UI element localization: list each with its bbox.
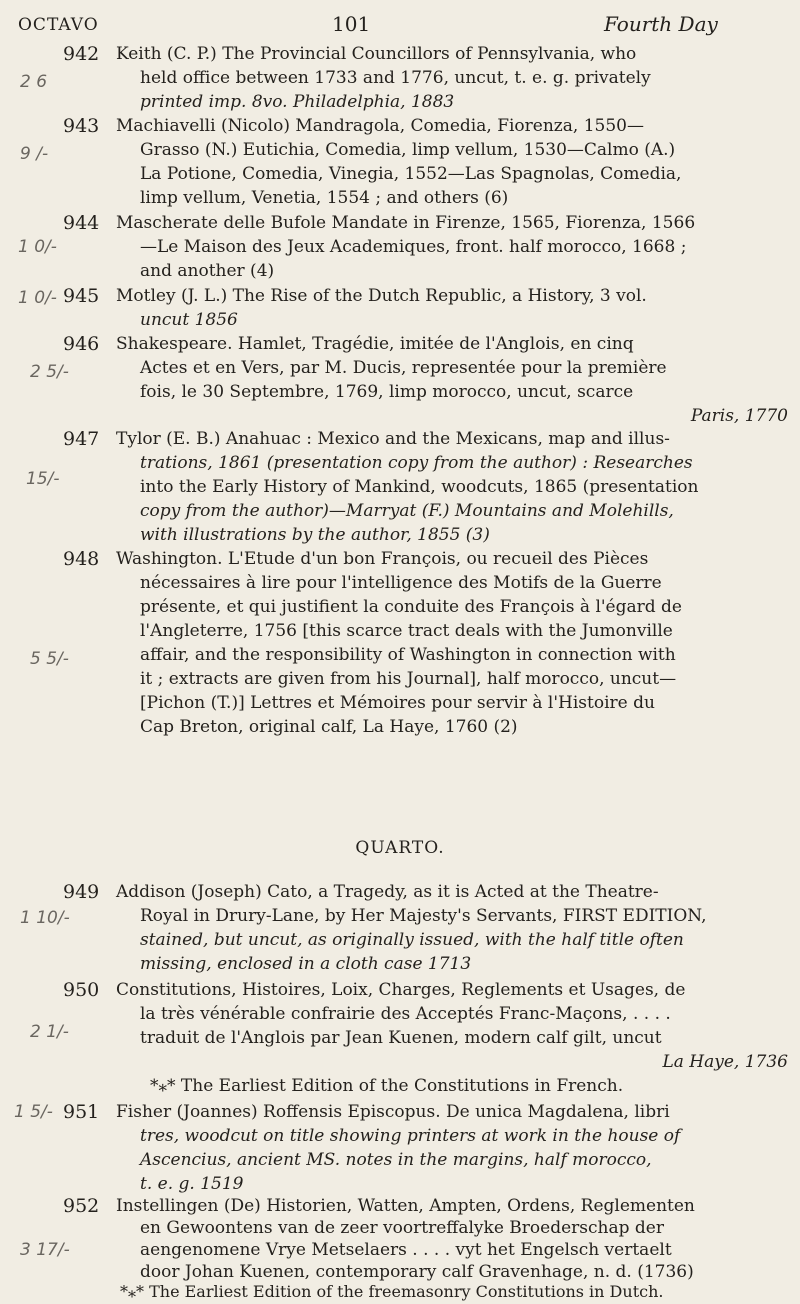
handwritten-price: 2 5/- [30, 362, 69, 382]
entry-note: *⁎* The Earliest Edition of the freemasonry Constitutions in Dutch. [120, 1282, 664, 1301]
entry-line: door Johan Kuenen, contemporary calf Gravenhage, n. d. (1736) [140, 1262, 694, 1282]
entry-line: it ; extracts are given from his Journal], half morocco, uncut— [140, 669, 677, 689]
entry-line: Cap Breton, original calf, La Haye, 1760 (2) [140, 717, 518, 737]
entry-line: La Haye, 1736 [662, 1052, 788, 1072]
entry-line: limp vellum, Venetia, 1554 ; and others (6) [140, 188, 509, 208]
lot-number: 951 [63, 1101, 100, 1123]
entry-line: and another (4) [140, 261, 275, 281]
entry-line: en Gewoontens van de zeer voortreffalyke Broederschap der [140, 1218, 664, 1238]
handwritten-price: 9 /- [20, 144, 49, 164]
entry-line: [Pichon (T.)] Lettres et Mémoires pour servir à l'Histoire du [140, 693, 655, 713]
lot-number: 949 [63, 881, 100, 903]
entry-line: Mascherate delle Bufole Mandate in Firenze, 1565, Fiorenza, 1566 [116, 213, 696, 233]
entry-line: —Le Maison des Jeux Academiques, front. half morocco, 1668 ; [140, 237, 687, 257]
lot-number: 950 [63, 979, 100, 1001]
handwritten-price: 1 0/- [18, 288, 57, 308]
entry-line: trations, 1861 (presentation copy from the author) : Researches [140, 453, 693, 473]
header-format: OCTAVO [18, 15, 99, 35]
entry-line: Royal in Drury-Lane, by Her Majesty's Servants, FIRST EDITION, [140, 906, 707, 926]
page-number: 101 [332, 12, 371, 36]
handwritten-price: 1 0/- [18, 237, 57, 257]
lot-number: 946 [63, 333, 100, 355]
entry-line: fois, le 30 Septembre, 1769, limp morocco, uncut, scarce [140, 382, 634, 402]
entry-line: Constitutions, Histoires, Loix, Charges, Reglements et Usages, de [116, 980, 686, 1000]
entry-line: Machiavelli (Nicolo) Mandragola, Comedia, Fiorenza, 1550— [116, 116, 644, 136]
handwritten-price: 1 5/- [14, 1102, 53, 1122]
entry-line: into the Early History of Mankind, woodcuts, 1865 (presentation [140, 477, 699, 497]
entry-line: Actes et en Vers, par M. Ducis, representée pour la première [140, 358, 667, 378]
entry-line: traduit de l'Anglois par Jean Kuenen, modern calf gilt, uncut [140, 1028, 662, 1048]
entry-line: aengenomene Vrye Metselaers . . . . vyt het Engelsch vertaelt [140, 1240, 672, 1260]
entry-line: uncut 1856 [140, 310, 238, 330]
entry-line: t. e. g. 1519 [140, 1174, 244, 1194]
entry-line: Instellingen (De) Historien, Watten, Ampten, Ordens, Reglementen [116, 1196, 695, 1216]
handwritten-price: 2 1/- [30, 1022, 69, 1042]
handwritten-price: 5 5/- [30, 649, 69, 669]
section-title: QUARTO. [355, 838, 445, 858]
entry-line: printed imp. 8vo. Philadelphia, 1883 [140, 92, 455, 112]
entry-line: missing, enclosed in a cloth case 1713 [140, 954, 472, 974]
entry-note: *⁎* The Earliest Edition of the Constitutions in French. [150, 1076, 624, 1096]
entry-line: with illustrations by the author, 1855 (3) [140, 525, 490, 545]
entry-line: held office between 1733 and 1776, uncut, t. e. g. privately [140, 68, 651, 88]
entry-line: stained, but uncut, as originally issued, with the half title often [140, 930, 684, 950]
entry-line: Motley (J. L.) The Rise of the Dutch Republic, a History, 3 vol. [116, 286, 647, 306]
page-header [0, 12, 800, 40]
handwritten-price: 2 6 [20, 72, 48, 92]
entry-line: tres, woodcut on title showing printers at work in the house of [140, 1126, 681, 1146]
lot-number: 947 [63, 428, 100, 450]
entry-line: Washington. L'Etude d'un bon François, ou recueil des Pièces [116, 549, 649, 569]
entry-line: affair, and the responsibility of Washington in connection with [140, 645, 676, 665]
entry-line: Keith (C. P.) The Provincial Councillors of Pennsylvania, who [116, 44, 637, 64]
lot-number: 948 [63, 548, 100, 570]
entry-line: Tylor (E. B.) Anahuac : Mexico and the Mexicans, map and illus- [116, 429, 670, 449]
entry-line: présente, et qui justifient la conduite des François à l'égard de [140, 597, 682, 617]
entry-line: Fisher (Joannes) Roffensis Episcopus. De unica Magdalena, libri [116, 1102, 670, 1122]
handwritten-price: 3 17/- [20, 1240, 70, 1260]
handwritten-price: 15/- [26, 469, 60, 489]
entry-line: la très vénérable confrairie des Acceptés Franc-Maçons, . . . . [140, 1004, 671, 1024]
entry-line: nécessaires à lire pour l'intelligence des Motifs de la Guerre [140, 573, 662, 593]
entry-line: Ascencius, ancient MS. notes in the margins, half morocco, [140, 1150, 652, 1170]
entry-line: Paris, 1770 [690, 406, 788, 426]
lot-number: 942 [63, 43, 100, 65]
lot-number: 945 [63, 285, 100, 307]
header-day: Fourth Day [604, 12, 718, 36]
entry-line: La Potione, Comedia, Vinegia, 1552—Las Spagnolas, Comedia, [140, 164, 682, 184]
entry-line: Shakespeare. Hamlet, Tragédie, imitée de l'Anglois, en cinq [116, 334, 634, 354]
entry-line: Addison (Joseph) Cato, a Tragedy, as it is Acted at the Theatre- [116, 882, 659, 902]
entry-line: Grasso (N.) Eutichia, Comedia, limp vellum, 1530—Calmo (A.) [140, 140, 676, 160]
entry-line: l'Angleterre, 1756 [this scarce tract deals with the Jumonville [140, 621, 673, 641]
lot-number: 943 [63, 115, 100, 137]
handwritten-price: 1 10/- [20, 908, 70, 928]
lot-number: 952 [63, 1195, 100, 1217]
lot-number: 944 [63, 212, 100, 234]
entry-line: copy from the author)—Marryat (F.) Mountains and Molehills, [140, 501, 674, 521]
